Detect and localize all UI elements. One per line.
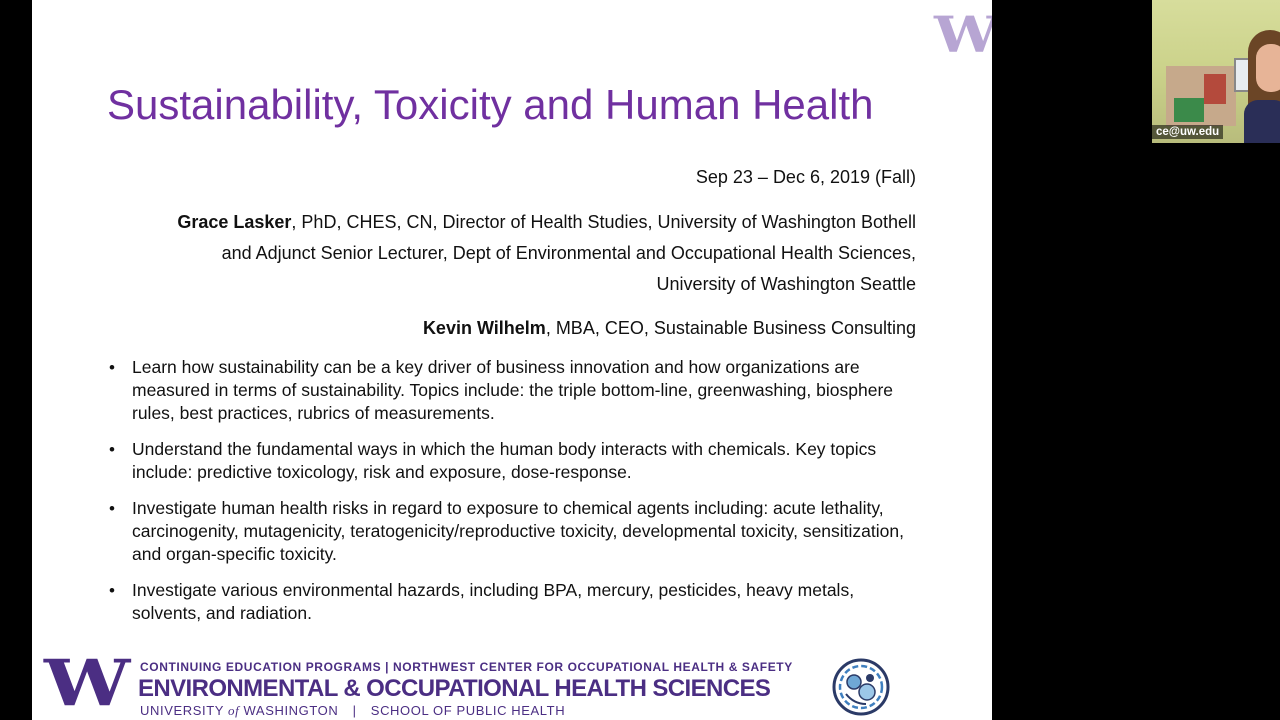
- list-item: [107, 356, 927, 425]
- list-item: [107, 497, 927, 566]
- objectives-list: [107, 356, 927, 638]
- participant-shirt: [1244, 100, 1280, 143]
- webcam-name-label: ce@uw.edu: [1152, 125, 1223, 139]
- list-item-text: Understand the fundamental ways in which the human body interacts with chemicals. Key topics include: predictive toxicology, risk and exposure, dose-response.: [132, 439, 877, 482]
- background-book: [1204, 74, 1226, 104]
- uw-w-logo-icon: W: [934, 5, 992, 64]
- uw-w-logo-icon: W: [44, 646, 121, 720]
- course-dates: Sep 23 – Dec 6, 2019 (Fall): [695, 167, 916, 187]
- footer-department: ENVIRONMENTAL & OCCUPATIONAL HEALTH SCIENCES: [138, 675, 771, 702]
- slide-footer: [32, 646, 992, 720]
- slide-title: Sustainability, Toxicity and Human Health: [107, 81, 874, 128]
- list-item-text: Investigate human health risks in regard to exposure to chemical agents including: acute lethality, carcinogenity, mutagenicity, teratogenicity/reproductive toxicity, developmental toxicity, sensitization, and organ-specific toxicity.: [132, 498, 904, 564]
- background-binder: [1174, 98, 1204, 122]
- presenter-credentials: , MBA, CEO, Sustainable Business Consulting: [545, 318, 916, 338]
- presentation-slide: [32, 0, 992, 720]
- list-item-text: Investigate various environmental hazards, including BPA, mercury, pesticides, heavy metals, solvents, and radiation.: [132, 580, 855, 623]
- presenter-name: Kevin Wilhelm: [422, 318, 546, 338]
- presenter-name: Grace Lasker: [177, 212, 292, 232]
- list-item: [107, 438, 927, 484]
- presenter-line-2: and Adjunct Senior Lecturer, Dept of Environmental and Occupational Health Sciences,: [221, 243, 916, 263]
- participant-face: [1256, 44, 1280, 92]
- footer-programs: CONTINUING EDUCATION PROGRAMS | NORTHWEST CENTER FOR OCCUPATIONAL HEALTH & SAFETY: [140, 660, 793, 674]
- bullet-icon: •: [109, 440, 115, 459]
- presenter-line-3: University of Washington Seattle: [656, 274, 916, 294]
- bullet-icon: •: [109, 358, 115, 377]
- webcam-video-tile: [1152, 0, 1280, 143]
- footer-university: UNIVERSITY of WASHINGTON | SCHOOL OF PUBLIC HEALTH: [140, 703, 566, 718]
- bullet-icon: •: [109, 581, 115, 600]
- presenter-credentials: , PhD, CHES, CN, Director of Health Studies, University of Washington Bothell: [291, 212, 916, 232]
- presenter-kevin-wilhelm: [116, 313, 916, 344]
- list-item: [107, 579, 927, 625]
- presenter-grace-lasker: [116, 207, 916, 300]
- list-item-text: Learn how sustainability can be a key driver of business innovation and how organizations are measured in terms of sustainability. Topics include: the triple bottom-line, greenwashing, biosphere rules, best practices, rubrics of measurements.: [132, 357, 894, 423]
- presenter-line-1: [116, 207, 916, 238]
- bullet-icon: •: [109, 499, 115, 518]
- circular-emblem-icon: [832, 658, 890, 716]
